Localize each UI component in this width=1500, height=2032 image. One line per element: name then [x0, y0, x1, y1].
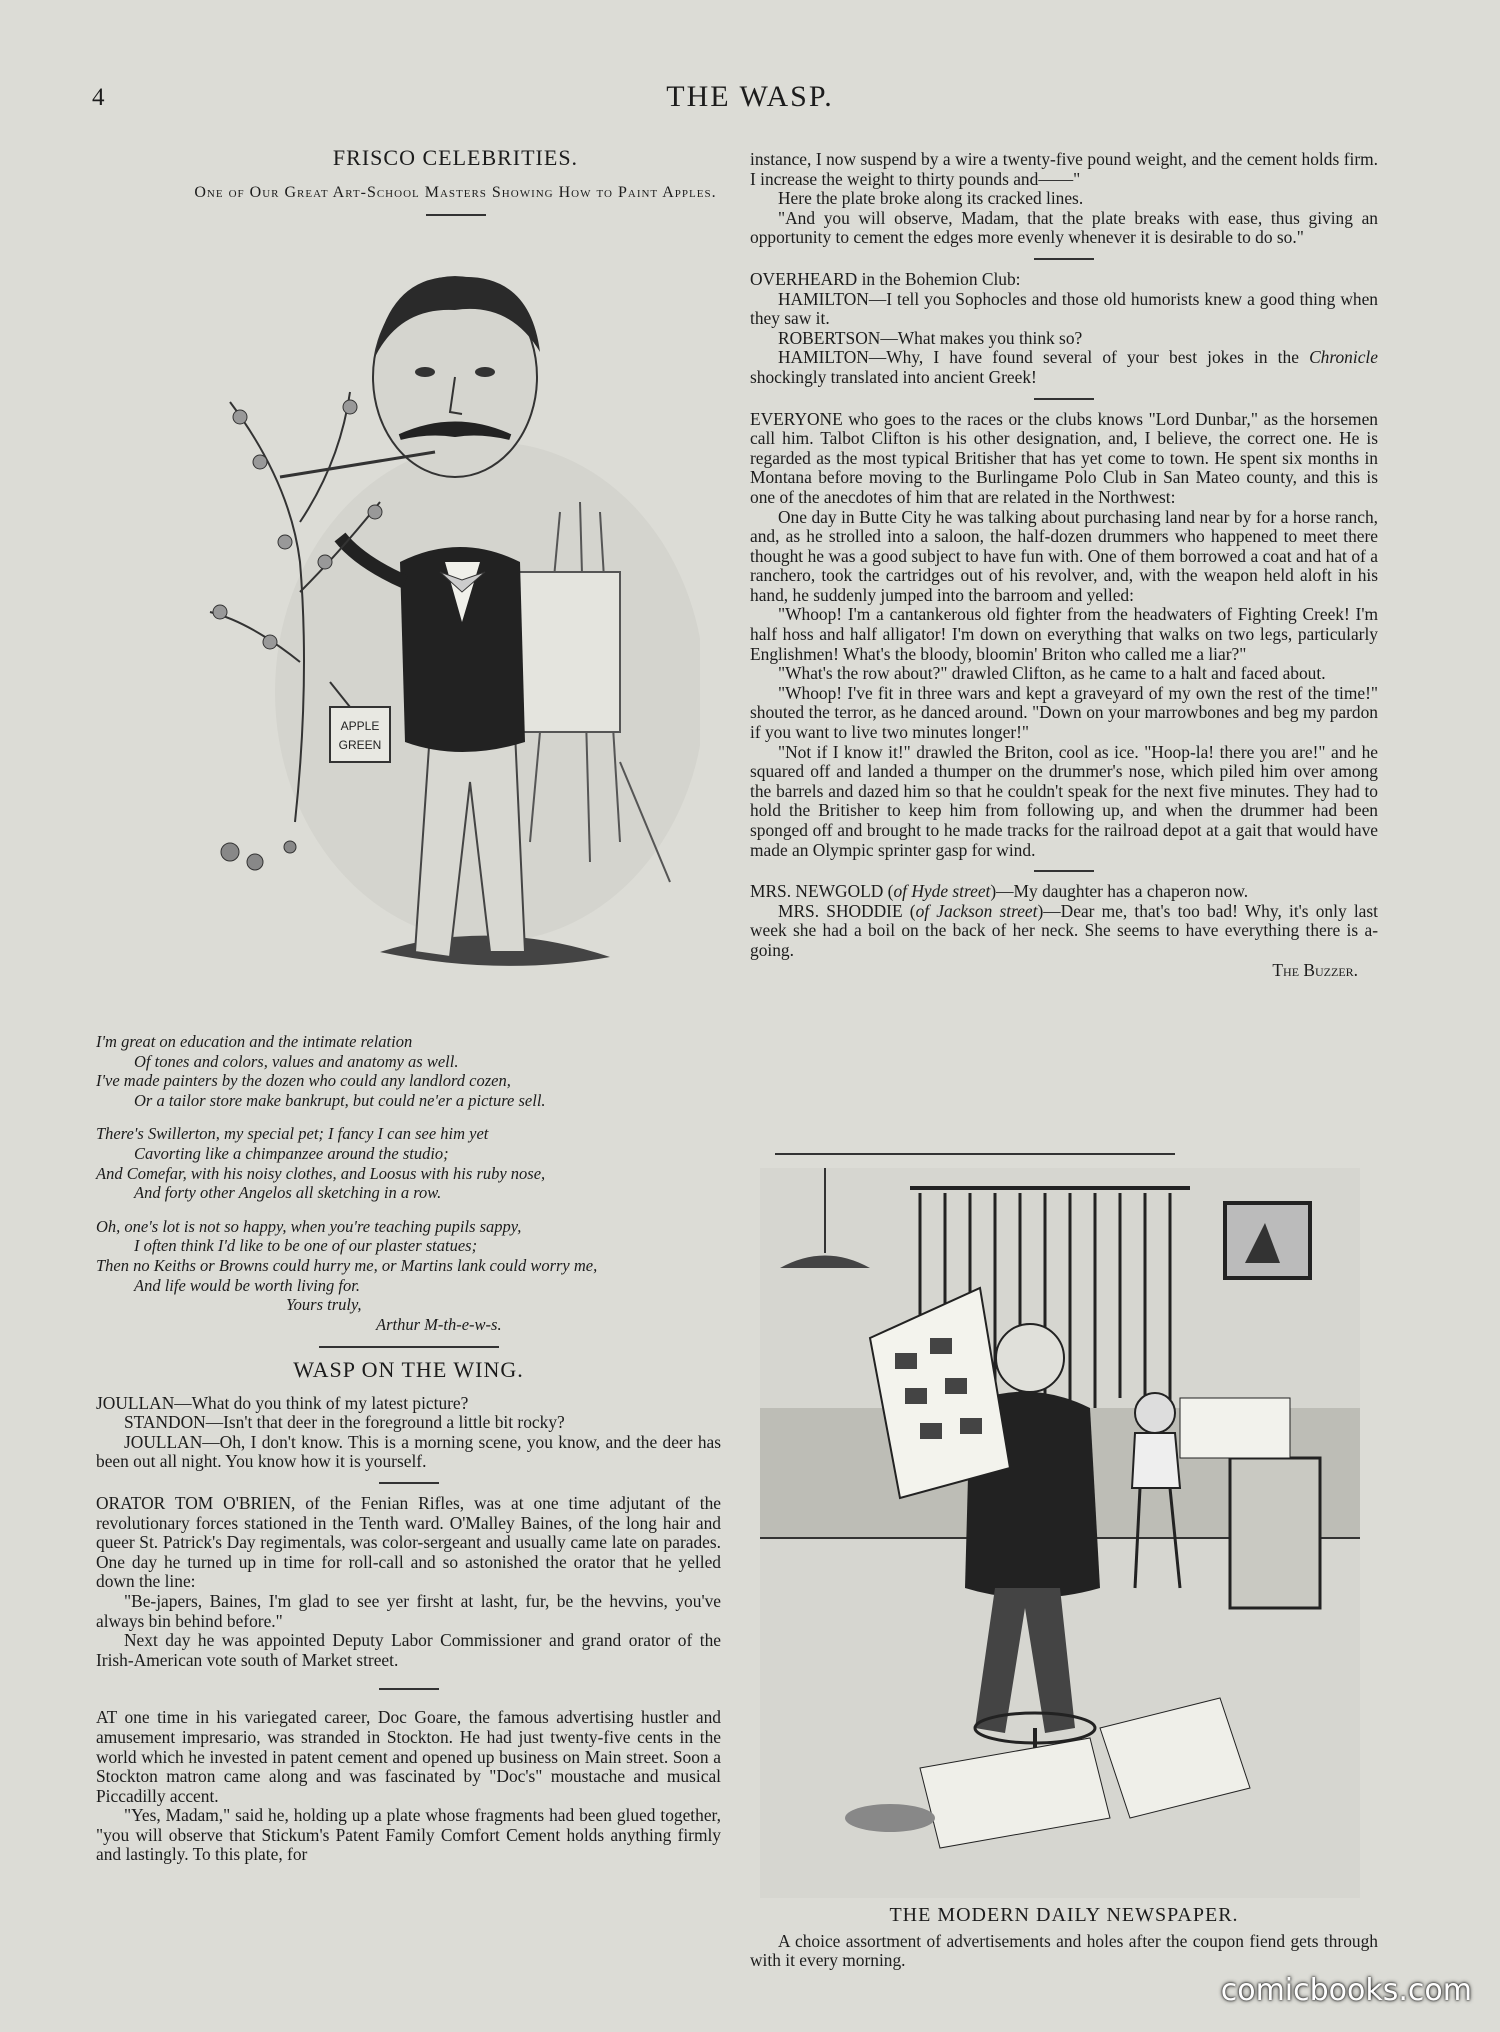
newspaper-cartoon — [760, 1168, 1360, 1898]
can-label-green: GREEN — [338, 738, 382, 752]
section-title-wasp-on-the-wing: WASP ON THE WING. — [293, 1357, 524, 1382]
divider — [775, 1153, 1175, 1155]
dunbar-story: One day in Butte City he was talking about purchasing land near by for a horse ranch, and, as he strolled into a saloon, the half-dozen drummers who happened to meet there thought he was a good subject to have fun with. One of them borrowed a coat and hat of a ranchero, took the cartridges out of his revolver, and, with the weapon held aloft in his hand, he suddenly jumped into the barroom and yelled: — [750, 506, 1378, 605]
poem-line: And Comefar, with his noisy clothes, and Loosus with his ruby nose, — [96, 1163, 546, 1183]
goare-final-quote: "And you will observe, Madam, that the plate breaks with ease, thus giving an opportunity to cement the edges more evenly whenever it is desirable to do so." — [750, 207, 1378, 248]
poem-line: Oh, one's lot is not so happy, when you're teaching pupils sappy, — [96, 1216, 522, 1236]
divider — [426, 214, 486, 216]
orator-paragraph: ORATOR TOM O'BRIEN, of the Fenian Rifles, was at one time adjutant of the revolutionary forces stationed in the Tenth ward. O'Malley Baines, of the long hair and queer St. Patrick's Day regimentals, was color-sergeant and usually came late on parades. One day he turned up in time for roll-call and so astonished the orator that he yelled down the line: — [96, 1492, 721, 1592]
goare-plate-breaks: Here the plate broke along its cracked lines. — [778, 188, 1084, 209]
divider — [1034, 398, 1094, 400]
orator-conclusion: Next day he was appointed Deputy Labor Commissioner and grand orator of the Irish-American vote south of Market street. — [96, 1630, 721, 1670]
byline-buzzer: The Buzzer. — [1272, 959, 1358, 980]
poem-line: Then no Keiths or Browns could hurry me, or Martins lank could worry me, — [96, 1255, 598, 1275]
poem-line: And forty other Angelos all sketching in a row. — [134, 1183, 442, 1203]
masthead-title: THE WASP. — [666, 80, 834, 113]
divider — [1034, 258, 1094, 260]
poem-line: There's Swillerton, my special pet; I fancy I can see him yet — [96, 1124, 489, 1144]
section-title-frisco: FRISCO CELEBRITIES. — [332, 145, 579, 170]
poem-line: I've made painters by the dozen who could any landlord cozen, — [96, 1071, 511, 1091]
can-label-apple: APPLE — [340, 719, 380, 733]
left-column-bottom — [96, 1334, 721, 1865]
newgold-line: MRS. NEWGOLD (of Hyde street)—My daughter has a chaperon now. — [750, 881, 1249, 902]
poem-line: Cavorting like a chimpanzee around the studio; — [134, 1143, 449, 1163]
cartoon-caption-block — [750, 1906, 1378, 1971]
poem — [96, 1032, 726, 1334]
poem-author: Arthur M-th-e-w-s. — [376, 1314, 502, 1334]
right-column — [750, 150, 1378, 980]
cartoon-caption: A choice assortment of advertisements and holes after the coupon fiend gets through with it every morning. — [750, 1930, 1378, 1971]
dunbar-whoop-1: "Whoop! I'm a cantankerous old fighter from the headwaters of Fighting Creek! I'm half hoss and half alligator! I'm down on everything that walks on two legs, particularly Englishmen! What's the bloody, bloomin' Briton who called me a liar?" — [750, 604, 1378, 664]
dunbar-whoop-2: "Whoop! I've fit in three wars and kept a graveyard of my own the rest of the time!" shouted the terror, as he danced around. "Down on your marrowbones and beg my pardon if you want to live two minutes longer!" — [750, 682, 1378, 743]
divider — [319, 1346, 499, 1348]
goare-continued: instance, I now suspend by a wire a twenty-five pound weight, and the cement holds firm. I increase the weight to thirty pounds and——" — [750, 149, 1378, 189]
caricature-illustration — [200, 262, 700, 1030]
poem-line: Or a tailor store make bankrupt, but could ne'er a picture sell. — [134, 1090, 546, 1110]
joullan-line: JOULLAN—What do you think of my latest picture? — [96, 1392, 469, 1413]
hamilton-line: HAMILTON—I tell you Sophocles and those old humorists knew a good thing when they saw it. — [750, 288, 1378, 329]
section-subtitle-frisco: One of Our Great Art-School Masters Showing How to Paint Apples. — [194, 183, 717, 201]
joullan-reply: JOULLAN—Oh, I don't know. This is a morning scene, you know, and the deer has been out all night. You know how it is yourself. — [96, 1431, 721, 1472]
standon-line: STANDON—Isn't that deer in the foreground a little bit rocky? — [124, 1412, 565, 1433]
hamilton-reply: HAMILTON—Why, I have found several of your best jokes in the Chronicle shockingly translated into ancient Greek! — [750, 347, 1378, 387]
robertson-line: ROBERTSON—What makes you think so? — [778, 327, 1083, 348]
left-column-top — [188, 145, 723, 226]
watermark-text: comicbooks.com — [1220, 1973, 1472, 2008]
poem-signoff: Yours truly, — [286, 1295, 362, 1315]
goare-quote: "Yes, Madam," said he, holding up a plate whose fragments had been glued together, "you will observe that Stickum's Patent Family Comfort Cement holds anything firmly and lastingly. To this plate, for — [96, 1805, 721, 1865]
divider — [1034, 870, 1094, 872]
poem-line: I often think I'd like to be one of our plaster statues; — [134, 1236, 478, 1256]
goare-paragraph: AT one time in his variegated career, Doc Goare, the famous advertising hustler and amusement impresario, was stranded in Stockton. He had just twenty-five cents in the world which he invested in patent cement and opened up business on Main street. Soon a Stockton matron came along and was fascinated by "Doc's" moustache and musical Piccadilly accent. — [96, 1707, 721, 1806]
poem-line: Of tones and colors, values and anatomy as well. — [134, 1051, 459, 1071]
overheard-intro: OVERHEARD in the Bohemion Club: — [750, 268, 1021, 289]
divider — [379, 1482, 439, 1484]
shoddie-line: MRS. SHODDIE (of Jackson street)—Dear me, that's too bad! Why, it's only last week she had a boil on the back of her neck. She seems to have everything there is a-going. — [750, 900, 1378, 960]
cartoon-title: THE MODERN DAILY NEWSPAPER. — [889, 1904, 1239, 1926]
dunbar-paragraph: EVERYONE who goes to the races or the clubs knows "Lord Dunbar," as the horsemen call him. Talbot Clifton is his other designation, and, I believe, the correct one. He is regarded as the most typical Britisher that has yet come to town. He spent six months in Montana before moving to the Burlingame Polo Club in San Mateo county, and this is one of the anecdotes of him that are related in the Northwest: — [750, 408, 1378, 507]
dunbar-clifton: "What's the row about?" drawled Clifton, as he came to a halt and faced about. — [778, 663, 1326, 684]
poem-line: And life would be worth living for. — [134, 1275, 360, 1295]
orator-quote: "Be-japers, Baines, I'm glad to see yer firsht at lasht, fur, be the hevvins, you've always bin behind before." — [96, 1590, 721, 1631]
page-number: 4 — [92, 84, 105, 111]
poem-line: I'm great on education and the intimate relation — [96, 1032, 413, 1051]
divider — [379, 1688, 439, 1690]
dunbar-briton: "Not if I know it!" drawled the Briton, cool as ice. "Hoop-la! there you are!" and he squared off and landed a thumper on the drummer's nose, which piled him over among the barrels and dazed him so that he couldn't speak for the next five minutes. They had to hold the Britisher to keep him from following up, and when the drummer had been sponged off and brought to he made tracks for the railroad depot at a gait that would have made an Olympic sprinter gasp for wind. — [750, 741, 1378, 860]
